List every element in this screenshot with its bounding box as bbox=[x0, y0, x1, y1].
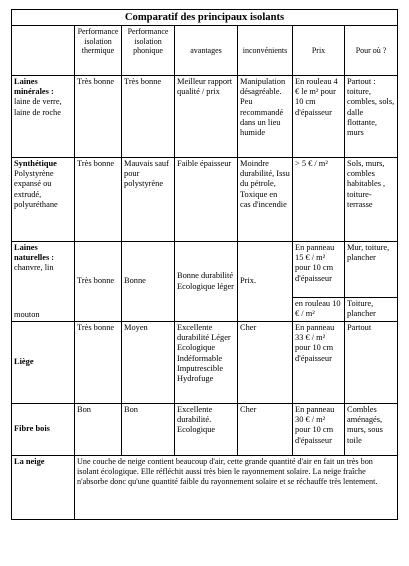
cell-prix: En rouleau 4 € le m² pour 10 cm d'épaisseur bbox=[293, 76, 345, 158]
row-neige bbox=[12, 456, 398, 520]
row-label bbox=[12, 76, 75, 158]
cell-thermique: Très bonne bbox=[75, 158, 122, 242]
row-label-bold: Fibre bois bbox=[14, 424, 50, 434]
cell-pour-ou: Toiture, plancher bbox=[345, 298, 398, 322]
cell-pour-ou: Partout : toiture, combles, sols, dalle flottante, murs bbox=[345, 76, 398, 158]
cell-thermique: Bon bbox=[75, 404, 122, 456]
row-label-bold: Liège bbox=[14, 357, 34, 367]
cell-avantages: Bonne durabilité Ecologique léger bbox=[175, 242, 238, 322]
header-row bbox=[12, 26, 398, 76]
row-label-rest: Polystyrène expansé ou extrudé, polyuréthane bbox=[14, 169, 58, 209]
table-title: Comparatif des principaux isolants bbox=[12, 10, 398, 26]
cell-avantages: Faible épaisseur bbox=[175, 158, 238, 242]
row-label bbox=[12, 404, 75, 456]
row-label-bold: Laines naturelles : bbox=[14, 243, 55, 263]
row-label-bold: Laines minérales : bbox=[14, 77, 54, 97]
comparison-table bbox=[11, 9, 398, 520]
row-fibre-bois bbox=[12, 404, 398, 456]
cell-phonique: Bon bbox=[122, 404, 175, 456]
header-performance-thermique: Performance isolation thermique bbox=[75, 26, 122, 76]
cell-phonique: Mauvais sauf pour polystyrène bbox=[122, 158, 175, 242]
cell-thermique: Très bonne bbox=[75, 76, 122, 158]
cell-avantages: Excellente durabilité. Ecologique bbox=[175, 404, 238, 456]
cell-phonique: Moyen bbox=[122, 322, 175, 404]
cell-avantages: Meilleur rapport qualité / prix bbox=[175, 76, 238, 158]
cell-phonique: Très bonne bbox=[122, 76, 175, 158]
title-row bbox=[12, 10, 398, 26]
row-label-bold: La neige bbox=[14, 457, 45, 466]
header-prix: Prix bbox=[293, 26, 345, 76]
row-label-sub: mouton bbox=[14, 310, 40, 319]
row-laines-naturelles bbox=[12, 242, 398, 298]
cell-thermique: Très bonne bbox=[75, 322, 122, 404]
cell-pour-ou: Combles aménagés, murs, sous toile bbox=[345, 404, 398, 456]
cell-inconvenients: Prix. bbox=[238, 242, 293, 322]
cell-pour-ou: Partout bbox=[345, 322, 398, 404]
cell-prix: En panneau 30 € / m² pour 10 cm d'épaisseur bbox=[293, 404, 345, 456]
cell-prix: En panneau 15 € / m² pour 10 cm d'épaisseur bbox=[293, 242, 345, 298]
cell-prix: > 5 € / m² bbox=[293, 158, 345, 242]
row-label-bold: Synthétique bbox=[14, 159, 57, 168]
row-synthetique bbox=[12, 158, 398, 242]
row-label bbox=[12, 322, 75, 404]
cell-prix: en rouleau 10 € / m² bbox=[293, 298, 345, 322]
cell-avantages: Excellente durabilité Léger Ecologique Indéformable Imputrescible Hydrofuge bbox=[175, 322, 238, 404]
header-performance-phonique: Performance isolation phonique bbox=[122, 26, 175, 76]
header-pour-ou: Pour où ? bbox=[345, 26, 398, 76]
cell-pour-ou: Sols, murs, combles habitables , toiture-terrasse bbox=[345, 158, 398, 242]
cell-inconvenients: Moindre durabilité, Issu du pétrole, Toxique en cas d'incendie bbox=[238, 158, 293, 242]
row-label-rest: chanvre, lin bbox=[14, 263, 54, 273]
cell-neige-text: Une couche de neige contient beaucoup d'air, cette grande quantité d'air en fait un très bon isolant écologique. Elle réfléchit aussi très bien le rayonnement solaire. La neige fraîche n'absorbe donc qu'une quantité faible du rayonnement solaire et se réchauffe très lentement. bbox=[75, 456, 398, 520]
cell-thermique: Très bonne bbox=[75, 242, 122, 322]
row-label bbox=[12, 242, 75, 322]
cell-prix: En panneau 33 € / m² pour 10 cm d'épaisseur bbox=[293, 322, 345, 404]
cell-inconvenients: Manipulation désagréable. Peu recommandé dans un lieu humide bbox=[238, 76, 293, 158]
row-label-rest: laine de verre, laine de roche bbox=[14, 97, 62, 117]
document bbox=[11, 9, 397, 520]
header-inconvenients: inconvénients bbox=[238, 26, 293, 76]
cell-inconvenients: Cher bbox=[238, 322, 293, 404]
header-empty bbox=[12, 26, 75, 76]
cell-inconvenients: Cher bbox=[238, 404, 293, 456]
row-liege bbox=[12, 322, 398, 404]
row-laines-minerales bbox=[12, 76, 398, 158]
cell-pour-ou: Mur, toiture, plancher bbox=[345, 242, 398, 298]
cell-phonique: Bonne bbox=[122, 242, 175, 322]
row-label bbox=[12, 158, 75, 242]
header-avantages: avantages bbox=[175, 26, 238, 76]
row-label bbox=[12, 456, 75, 520]
